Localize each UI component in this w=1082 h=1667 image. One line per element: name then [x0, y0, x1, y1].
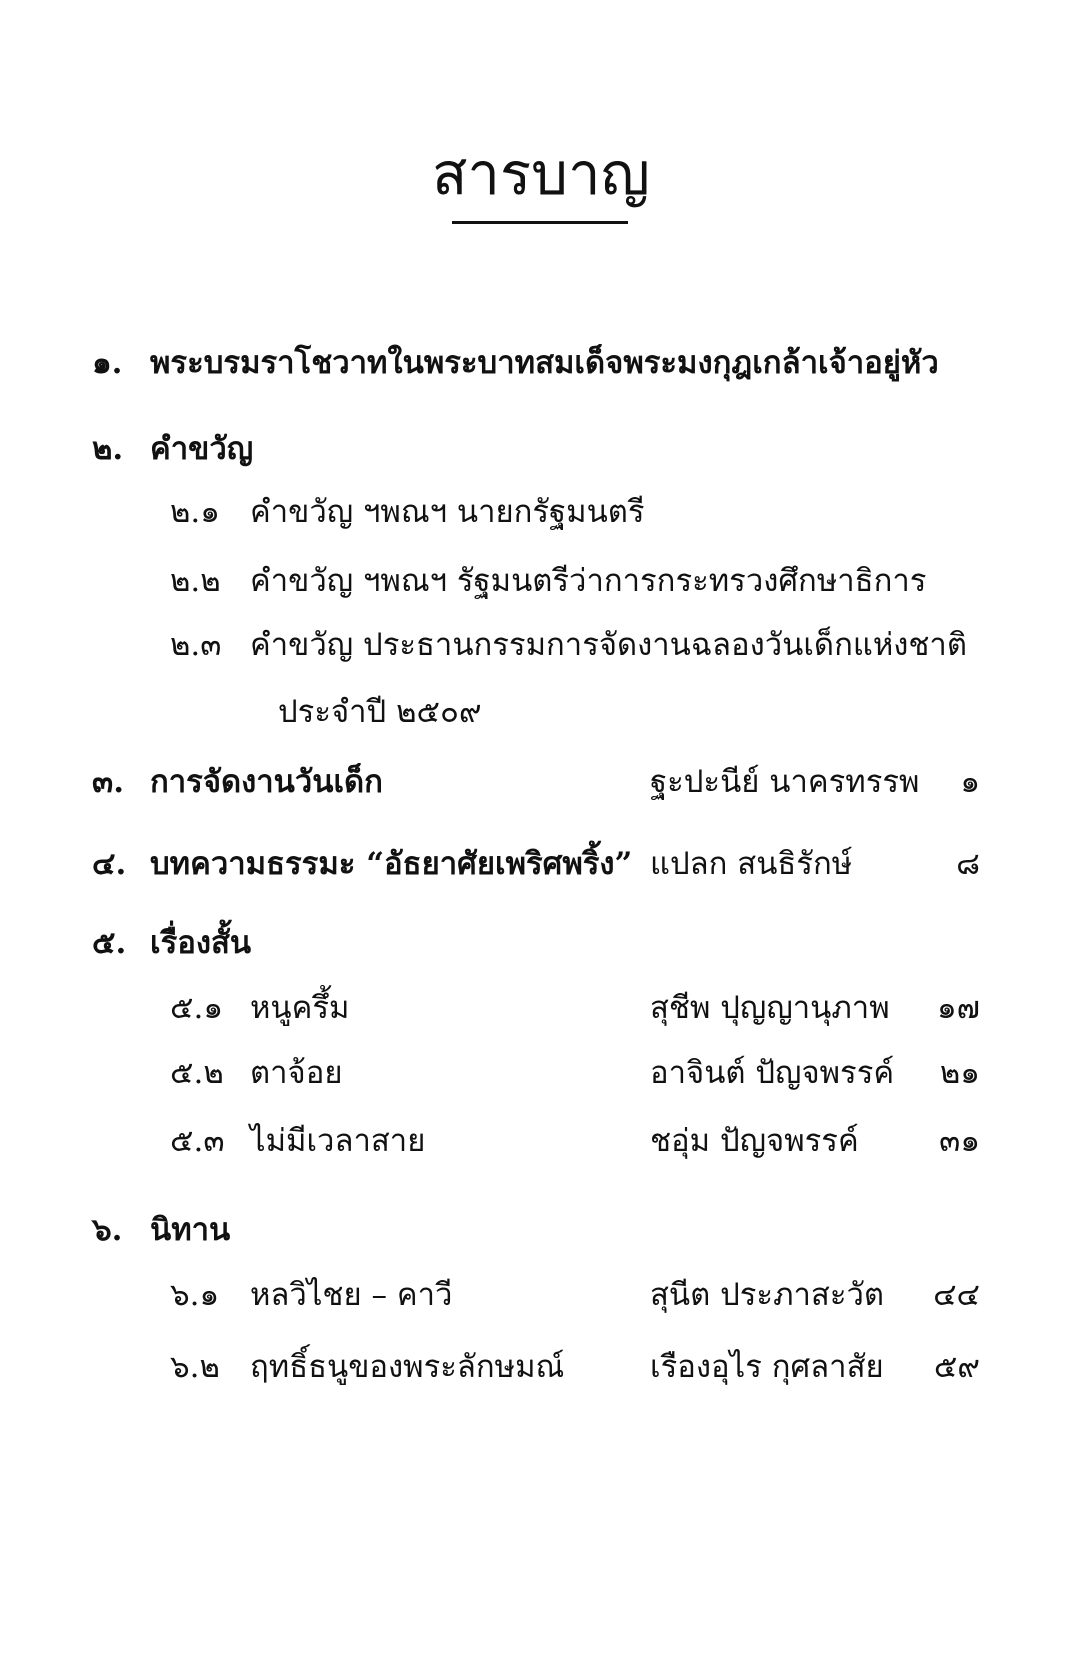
entry-title: เรื่องสั้น: [150, 925, 252, 961]
entry-title: พระบรมราโชวาทในพระบาทสมเด็จพระมงกุฎเกล้าเจ้าอยู่หัว: [150, 345, 939, 381]
entry-title: ไม่มีเวลาสาย: [250, 1123, 426, 1159]
toc-entry-5: [0, 917, 1082, 967]
entry-title: บทความธรรมะ “อัธยาศัยเพริศพริ้ง”: [150, 846, 633, 882]
entry-author: ฐะปะนีย์ นาครทรรพ: [650, 764, 920, 800]
toc-entry-1: [0, 337, 1082, 387]
toc-subentry-2-3: [0, 619, 1082, 669]
toc-subentry-2-2: [0, 555, 1082, 605]
entry-author: ชอุ่ม ปัญจพรรค์: [650, 1123, 859, 1159]
entry-title: คำขวัญ ฯพณฯ รัฐมนตรีว่าการกระทรวงศึกษาธิการ: [250, 563, 927, 599]
entry-number: ๕.: [92, 925, 127, 961]
entry-number: ๒.๓: [170, 627, 222, 663]
entry-title: ตาจ้อย: [250, 1055, 343, 1091]
toc-subentry-6-1: ๖.๑ หลวิไชย – คาวี สุนีต ประภาสะวัต ๔๔: [0, 1269, 1082, 1319]
entry-author: แปลก สนธิรักษ์: [650, 846, 853, 882]
entry-title: หนูครึ้ม: [250, 990, 350, 1026]
entry-number: ๑.: [92, 345, 123, 381]
entry-title: หลวิไชย – คาวี: [250, 1277, 453, 1313]
entry-title: การจัดงานวันเด็ก: [150, 764, 383, 800]
entry-title-continuation: ประจำปี ๒๕๐๙: [278, 694, 482, 730]
entry-author: สุชีพ ปุญญานุภาพ: [650, 990, 890, 1026]
toc-entry-2: [0, 423, 1082, 473]
toc-entry-6: [0, 1204, 1082, 1254]
toc-entry-4: ๔. บทความธรรมะ “อัธยาศัยเพริศพริ้ง” แปลก สนธิรักษ์ ๘: [0, 838, 1082, 888]
page-title: สารบาญ: [432, 140, 650, 208]
entry-number: ๕.๑: [170, 990, 223, 1026]
entry-number: ๒.๑: [170, 494, 220, 530]
entry-title: นิทาน: [150, 1212, 231, 1248]
toc-subentry-5-2: ๕.๒ ตาจ้อย อาจินต์ ปัญจพรรค์ ๒๑: [0, 1047, 1082, 1097]
entry-number: ๔.: [92, 846, 127, 882]
entry-number: ๖.: [92, 1212, 123, 1248]
entry-number: ๒.: [92, 431, 124, 467]
title-underline: [452, 221, 628, 224]
entry-author: สุนีต ประภาสะวัต: [650, 1277, 885, 1313]
entry-number: ๒.๒: [170, 563, 221, 599]
toc-subentry-6-2: ๖.๒ ฤทธิ์ธนูของพระลักษมณ์ เรืองอุไร กุศลาสัย ๕๙: [0, 1341, 1082, 1391]
entry-title: คำขวัญ: [150, 431, 254, 467]
entry-number: ๖.๒: [170, 1349, 220, 1385]
entry-author: เรืองอุไร กุศลาสัย: [650, 1349, 884, 1385]
toc-subentry-5-3: ๕.๓ ไม่มีเวลาสาย ชอุ่ม ปัญจพรรค์ ๓๑: [0, 1115, 1082, 1165]
entry-author: อาจินต์ ปัญจพรรค์: [650, 1055, 895, 1091]
entry-number: ๕.๒: [170, 1055, 224, 1091]
entry-number: ๖.๑: [170, 1277, 220, 1313]
entry-title: ฤทธิ์ธนูของพระลักษมณ์: [250, 1349, 565, 1385]
entry-title: คำขวัญ ประธานกรรมการจัดงานฉลองวันเด็กแห่งชาติ: [250, 627, 967, 663]
toc-subentry-2-3-continuation: [0, 686, 1082, 736]
entry-title: คำขวัญ ฯพณฯ นายกรัฐมนตรี: [250, 494, 645, 530]
toc-subentry-2-1: [0, 486, 1082, 536]
toc-entry-3: ๓. การจัดงานวันเด็ก ฐะปะนีย์ นาครทรรพ ๑: [0, 756, 1082, 806]
entry-number: ๓.: [92, 764, 124, 800]
entry-number: ๕.๓: [170, 1123, 225, 1159]
toc-subentry-5-1: ๕.๑ หนูครึ้ม สุชีพ ปุญญานุภาพ ๑๗: [0, 982, 1082, 1032]
